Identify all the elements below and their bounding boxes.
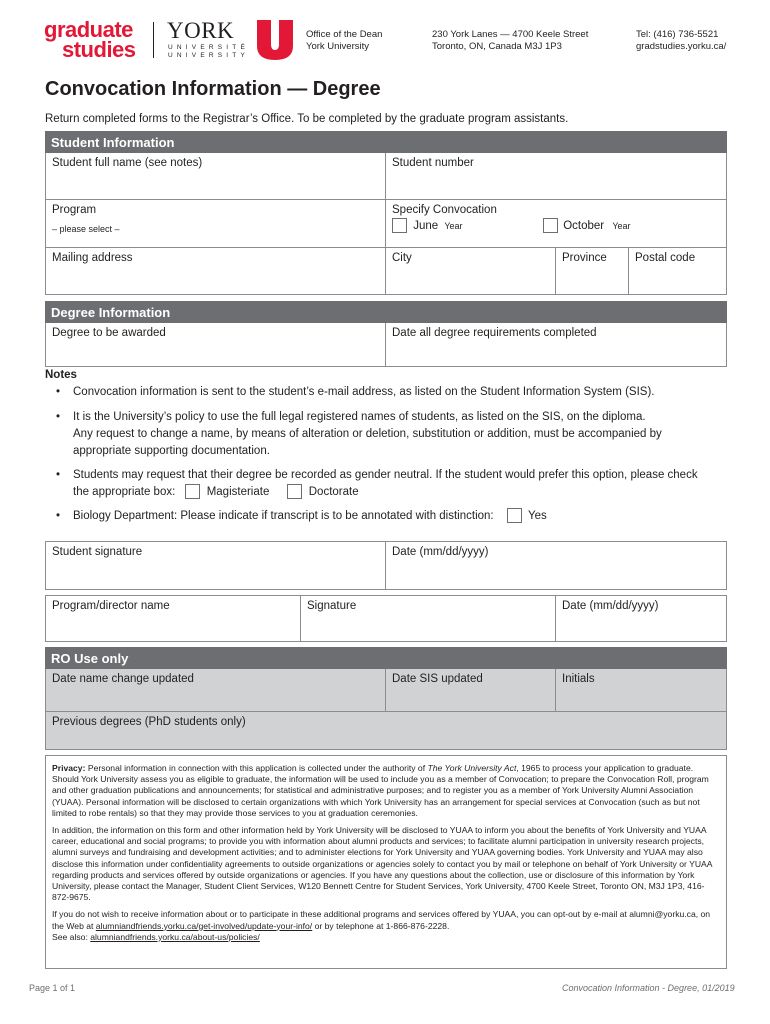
program-field[interactable]: Program – please select – bbox=[45, 200, 385, 248]
name-change-date-field[interactable]: Date name change updated bbox=[45, 669, 385, 712]
york-subtitle: UNIVERSITÉ UNIVERSITY bbox=[168, 44, 250, 59]
ro-use-heading: RO Use only bbox=[45, 647, 727, 669]
york-u-logo-icon bbox=[255, 20, 295, 60]
logo-divider bbox=[153, 22, 154, 58]
previous-degrees-field[interactable]: Previous degrees (PhD students only) bbox=[45, 712, 727, 750]
form-identifier: Convocation Information - Degree, 01/2019 bbox=[562, 983, 735, 993]
magisteriate-checkbox[interactable] bbox=[185, 484, 200, 499]
mailing-address-field[interactable]: Mailing address bbox=[45, 248, 385, 295]
alumni-policies-link[interactable]: alumniandfriends.yorku.ca/about-us/policies/ bbox=[90, 931, 260, 942]
october-checkbox[interactable] bbox=[543, 218, 558, 233]
page-number: Page 1 of 1 bbox=[29, 983, 76, 993]
degree-info-heading: Degree Information bbox=[45, 301, 727, 323]
degree-requirements-date-field[interactable]: Date all degree requirements completed bbox=[385, 323, 727, 367]
graduate-studies-logo: graduate studies bbox=[44, 17, 136, 62]
student-full-name-field[interactable]: Student full name (see notes) bbox=[45, 153, 385, 200]
student-signature-field[interactable]: Student signature bbox=[45, 541, 385, 590]
doctorate-checkbox[interactable] bbox=[287, 484, 302, 499]
initials-field[interactable]: Initials bbox=[555, 669, 727, 712]
page-title: Convocation Information — Degree bbox=[45, 78, 381, 100]
program-select[interactable]: – please select – bbox=[52, 224, 120, 234]
director-signature-date-field[interactable]: Date (mm/dd/yyyy) bbox=[555, 595, 727, 642]
contact-info: Tel: (416) 736-5521 gradstudies.yorku.ca/ bbox=[636, 29, 727, 52]
student-signature-date-field[interactable]: Date (mm/dd/yyyy) bbox=[385, 541, 727, 590]
director-signature-field[interactable]: Signature bbox=[300, 595, 555, 642]
alumni-update-link[interactable]: alumniandfriends.yorku.ca/get-involved/update-your-info/ bbox=[95, 920, 313, 931]
degree-to-be-awarded-field[interactable]: Degree to be awarded bbox=[45, 323, 385, 367]
office-info: Office of the Dean York University bbox=[306, 29, 383, 52]
program-director-name-field[interactable]: Program/director name bbox=[45, 595, 300, 642]
student-number-field[interactable]: Student number bbox=[385, 153, 727, 200]
address-info: 230 York Lanes — 4700 Keele Street Toronto, ON, Canada M3J 1P3 bbox=[432, 29, 589, 52]
distinction-yes-checkbox[interactable] bbox=[507, 508, 522, 523]
province-field[interactable]: Province bbox=[555, 248, 628, 295]
york-wordmark: YORK bbox=[167, 18, 235, 43]
student-info-heading: Student Information bbox=[45, 131, 727, 153]
page-subtitle: Return completed forms to the Registrar’s Office. To be completed by the graduate program assistants. bbox=[45, 113, 569, 125]
notes-heading: Notes bbox=[45, 369, 77, 381]
sis-updated-date-field[interactable]: Date SIS updated bbox=[385, 669, 555, 712]
city-field[interactable]: City bbox=[385, 248, 555, 295]
june-checkbox[interactable] bbox=[392, 218, 407, 233]
page-header bbox=[0, 0, 770, 70]
privacy-notice: Privacy: Personal information in connection with this application is collected under the authority of The York University Act, 1965 to process your application to graduate. Should York University assess you as eligible to graduate, the information will be used to include you as a member of Convocation; to prepare the Convocation Roll, program and other graduation publications and announcements; for statistical and administrative purposes; and to register you as a member of York University Alumni Association (YUAA). Personal information will be disclosed to certain organizations with which York University has an arrangement for special services at Convocation (such as but not limited to robe rentals) so that they may provide those services to you at graduation ceremonies. In addition, the information on this form and other information held by York University will be disclosed to YUAA to inform you about the benefits of York University and YUAA career, educational and social programs; to provide you with information about alumni products and services; to facilitate alumni participation in university research projects, alumni surveys and fundraising and development activities; and to administer elections for York University and YUAA governing bodies. York University and YUAA may also disclose this information under confidentiality agreements to outside organizations or agencies solely to contact you by mail or telephone on behalf of York University or YUAA regarding products and services offered by outside organizations or agencies. If you have any questions about the collection, use or disclosure of this information by York University, please contact the Manager, Student Client Services, W120 Bennett Centre for Student Services, York University, 4700 Keele Street, Toronto ON, M3J 1P3, 416-872-9675. If you do not wish to receive information about or to participate in these additional programs and services offered by YUAA, you can opt-out by e-mail at alumni@yorku.ca, on the Web at alumniandfriends.yorku.ca/get-involved/update-your-info/ or by telephone at 1-866-876-2228. See also: alumniandfriends.yorku.ca/about-us/policies/ bbox=[45, 755, 727, 969]
postal-code-field[interactable]: Postal code bbox=[628, 248, 727, 295]
specify-convocation-field: Specify Convocation June Year October Year bbox=[385, 200, 727, 248]
